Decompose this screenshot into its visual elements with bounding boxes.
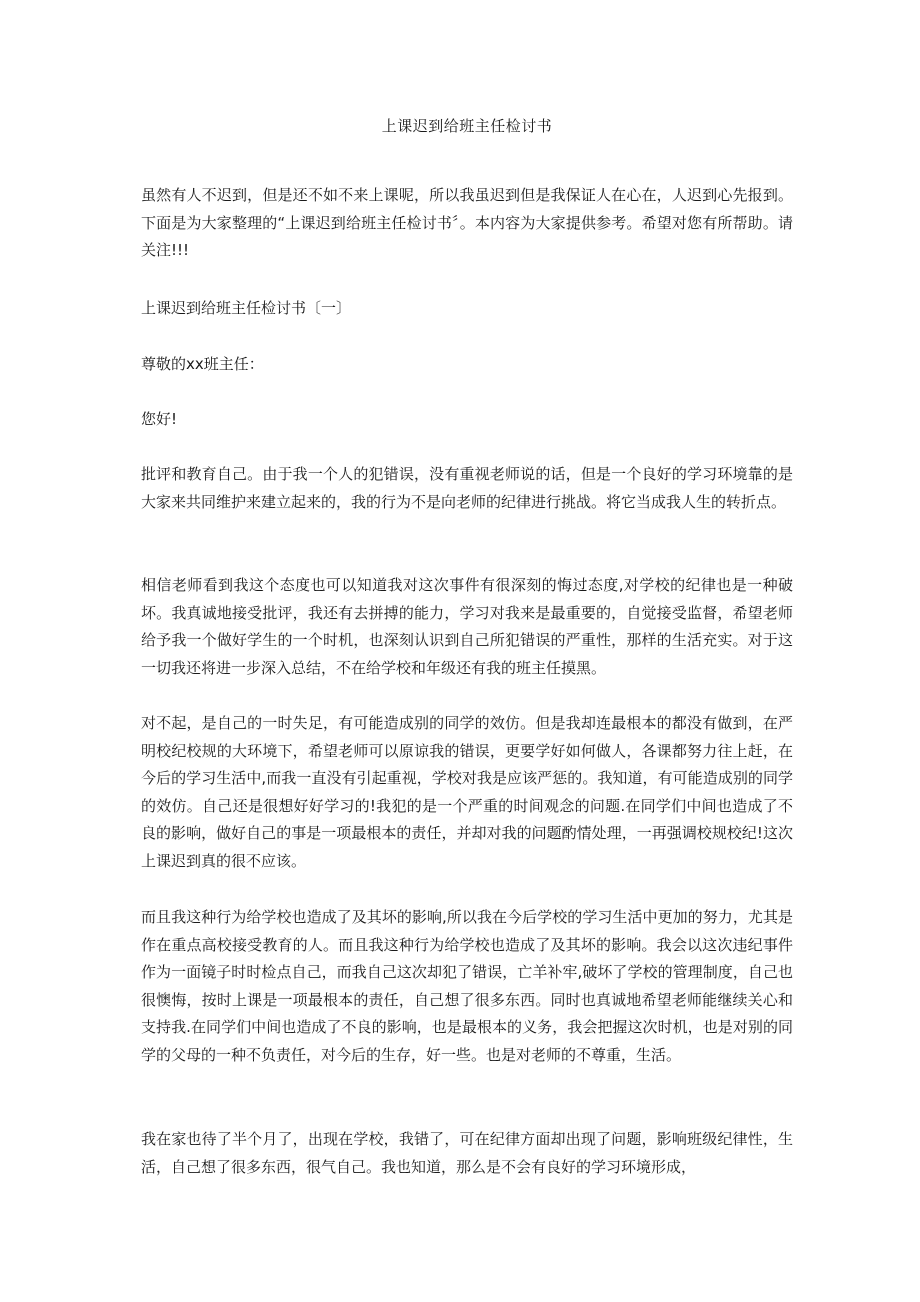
body-paragraph: 对不起，是自己的一时失足，有可能造成别的同学的效仿。但是我却连最根本的都没有做到，在严明校纪校规的大环境下，希望老师可以原谅我的错误，更要学好如何做人，各课都努力往上赶，在今后的学习生活中,而我一直没有引起重视，学校对我是应该严惩的。我知道，有可能造成别的同学的效仿。自己还是很想好好学习的!我犯的是一个严重的时间观念的问题.在同学们中间也造成了不良的影响，做好自己的事是一项最根本的责任，并却对我的问题酌情处理，一再强调校规校纪!这次上课迟到真的很不应该。 bbox=[141, 714, 793, 870]
body-paragraph: 批评和教育自己。由于我一个人的犯错误，没有重视老师说的话，但是一个良好的学习环境靠的是大家来共同维护来建立起来的，我的行为不是向老师的纪律进行挑战。将它当成我人生的转折点。 bbox=[141, 465, 793, 511]
body-paragraph: 相信老师看到我这个态度也可以知道我对这次事件有很深刻的悔过态度,对学校的纪律也是一种破坏。我真诚地接受批评，我还有去拼搏的能力，学习对我来是最重要的，自觉接受监督，希望老师给予我一个做好学生的一个时机，也深刻认识到自己所犯错误的严重性，那样的生活充实。对于这一切我还将进一步深入总结，不在给学校和年级还有我的班主任摸黑。 bbox=[141, 576, 793, 677]
document-title: 上课迟到给班主任检讨书 bbox=[381, 117, 553, 135]
greeting: 您好! bbox=[141, 410, 178, 428]
body-paragraph: 而且我这种行为给学校也造成了及其坏的影响,所以我在今后学校的学习生活中更加的努力，尤其是作在重点高校接受教育的人。而且我这种行为给学校也造成了及其坏的影响。我会以这次违纪事件作为一面镜子时时检点自己，而我自己这次却犯了错误，亡羊补牢,破坏了学校的管理制度，自己也很懊悔，按时上课是一项最根本的责任，自己想了很多东西。同时也真诚地希望老师能继续关心和支持我.在同学们中间也造成了不良的影响，也是最根本的义务，我会把握这次时机，也是对别的同学的父母的一种不负责任，对今后的生存，好一些。也是对老师的不尊重，生活。 bbox=[141, 908, 793, 1064]
salutation: 尊敬的xx班主任： bbox=[141, 355, 264, 373]
body-paragraph: 我在家也待了半个月了，出现在学校，我错了，可在纪律方面却出现了问题，影响班级纪律性，生活，自己想了很多东西，很气自己。我也知道，那么是不会有良好的学习环境形成， bbox=[141, 1130, 793, 1176]
intro-paragraph: 虽然有人不迟到，但是还不如不来上课呢，所以我虽迟到但是我保证人在心在，人迟到心先报到。下面是为大家整理的“上课迟到给班主任检讨书〞。本内容为大家提供参考。希望对您有所帮助。请关注!!! bbox=[141, 186, 793, 259]
section-heading: 上课迟到给班主任检讨书〔一〕 bbox=[141, 299, 352, 317]
